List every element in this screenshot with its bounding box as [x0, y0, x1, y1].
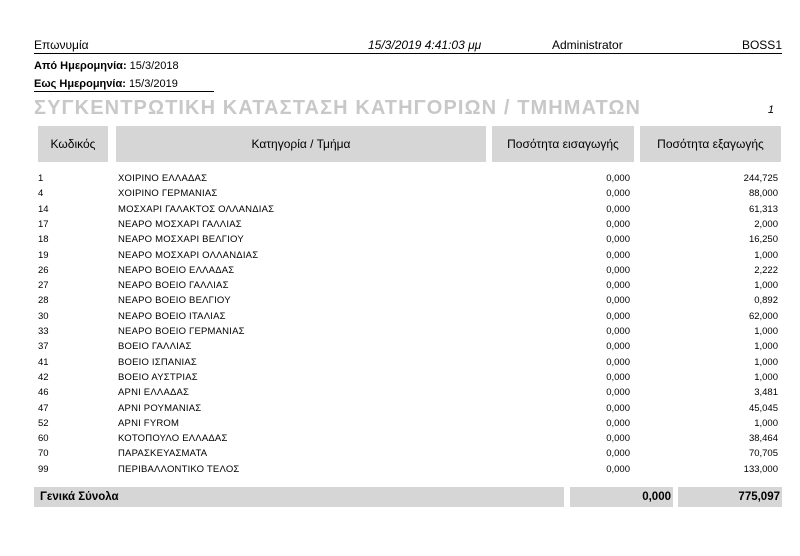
table-row	[38, 186, 780, 201]
row-code: 47	[38, 402, 49, 414]
row-code: 4	[38, 188, 44, 200]
row-qty-out: 45,045	[748, 402, 778, 414]
row-qty-in: 0,000	[606, 371, 630, 383]
table-row	[38, 202, 780, 217]
row-qty-out: 1,000	[754, 371, 778, 383]
row-qty-out: 1,000	[754, 417, 778, 429]
row-category: ΑΡΝΙ FYROM	[118, 417, 180, 429]
row-qty-out: 2,000	[754, 218, 778, 230]
to-date-value: 15/3/2019	[128, 78, 178, 90]
row-code: 60	[38, 433, 49, 445]
range-divider	[34, 91, 214, 92]
totals-qty-out: 775,097	[738, 491, 780, 503]
row-qty-out: 1,000	[754, 280, 778, 292]
totals-qty-out-cell	[678, 487, 782, 507]
table-row	[38, 263, 780, 278]
row-qty-out: 3,481	[754, 387, 778, 399]
table-row	[38, 462, 780, 477]
row-qty-out: 133,000	[743, 463, 778, 475]
row-category: ΝΕΑΡΟ ΜΟΣΧΑΡΙ ΓΑΛΛΙΑΣ	[118, 218, 242, 230]
row-qty-out: 1,000	[754, 356, 778, 368]
to-date-label: Εως Ημερομηνία:	[34, 78, 126, 90]
table-row	[38, 309, 780, 324]
row-code: 27	[38, 280, 49, 292]
row-qty-in: 0,000	[606, 463, 630, 475]
row-qty-out: 244,725	[743, 173, 778, 184]
row-category: ΑΡΝΙ ΡΟΥΜΑΝΙΑΣ	[118, 402, 202, 414]
row-category: ΚΟΤΟΠΟΥΛΟ ΕΛΛΑΔΑΣ	[118, 433, 228, 445]
user-name: Administrator	[552, 38, 623, 52]
column-header-qty-in: Ποσότητα εισαγωγής	[492, 126, 634, 162]
row-code: 41	[38, 356, 49, 368]
row-category: ΝΕΑΡΟ ΒΟΕΙΟ ΕΛΛΑΔΑΣ	[118, 264, 235, 276]
row-category: ΑΡΝΙ ΕΛΛΑΔΑΣ	[118, 387, 190, 399]
table-row	[38, 355, 780, 370]
row-code: 33	[38, 326, 49, 337]
row-code: 37	[38, 341, 49, 353]
table-row	[38, 171, 780, 186]
from-date	[34, 60, 179, 72]
row-qty-in: 0,000	[606, 264, 630, 276]
row-category: ΒΟΕΙΟ ΙΣΠΑΝΙΑΣ	[118, 356, 197, 368]
row-qty-out: 1,000	[754, 326, 778, 337]
row-code: 18	[38, 234, 49, 246]
row-category: ΝΕΑΡΟ ΜΟΣΧΑΡΙ ΟΛΛΑΝΔΙΑΣ	[118, 249, 259, 261]
header-divider	[34, 53, 782, 54]
row-code: 30	[38, 310, 49, 322]
row-qty-in: 0,000	[606, 341, 630, 353]
row-qty-out: 38,464	[748, 433, 778, 445]
row-category: ΒΟΕΙΟ ΑΥΣΤΡΙΑΣ	[118, 371, 198, 383]
table-row	[38, 232, 780, 247]
row-qty-in: 0,000	[606, 310, 630, 322]
row-code: 28	[38, 295, 49, 307]
column-header-qty-out: Ποσότητα εξαγωγής	[640, 126, 781, 162]
table-row	[38, 217, 780, 232]
terminal-name: BOSS1	[741, 38, 782, 52]
row-qty-out: 0,892	[754, 295, 778, 307]
row-category: ΠΕΡΙΒΑΛΛΟΝΤΙΚΟ ΤΕΛΟΣ	[118, 463, 240, 475]
company-label: Επωνυμία	[34, 38, 89, 52]
row-qty-in: 0,000	[606, 402, 630, 414]
totals-qty-in: 0,000	[642, 491, 671, 503]
column-header-code: Κωδικός	[38, 126, 108, 162]
row-qty-in: 0,000	[606, 387, 630, 399]
row-qty-in: 0,000	[606, 173, 630, 184]
table-row	[38, 431, 780, 446]
row-qty-out: 88,000	[748, 188, 778, 200]
row-category: ΧΟΙΡΙΝΟ ΓΕΡΜΑΝΙΑΣ	[118, 188, 218, 200]
row-category: ΒΟΕΙΟ ΓΑΛΛΙΑΣ	[118, 341, 192, 353]
row-category: ΝΕΑΡΟ ΒΟΕΙΟ ΙΤΑΛΙΑΣ	[118, 310, 226, 322]
row-code: 14	[38, 203, 49, 215]
row-code: 52	[38, 417, 49, 429]
row-qty-in: 0,000	[606, 326, 630, 337]
row-code: 99	[38, 463, 49, 475]
report-title: ΣΥΓΚΕΝΤΡΩΤΙΚΗ ΚΑΤΑΣΤΑΣΗ ΚΑΤΗΓΟΡΙΩΝ / ΤΜΗΜΑΤΩΝ	[34, 97, 642, 119]
row-qty-in: 0,000	[606, 249, 630, 261]
row-qty-in: 0,000	[606, 234, 630, 246]
table-row	[38, 446, 780, 461]
row-qty-out: 2,222	[754, 264, 778, 276]
row-qty-out: 70,705	[748, 448, 778, 460]
row-qty-out: 61,313	[748, 203, 778, 215]
row-qty-in: 0,000	[606, 448, 630, 460]
row-qty-out: 1,000	[754, 341, 778, 353]
row-qty-in: 0,000	[606, 203, 630, 215]
table-row	[38, 385, 780, 400]
totals-qty-in-cell	[570, 487, 673, 507]
column-header-category: Κατηγορία / Τμήμα	[116, 126, 486, 162]
table-row	[38, 339, 780, 354]
table-row	[38, 293, 780, 308]
table-row	[38, 370, 780, 385]
row-qty-in: 0,000	[606, 280, 630, 292]
row-code: 17	[38, 218, 49, 230]
row-qty-out: 62,000	[748, 310, 778, 322]
table-row	[38, 324, 780, 339]
totals-label: Γενικά Σύνολα	[40, 491, 119, 503]
row-qty-in: 0,000	[606, 295, 630, 307]
row-category: ΜΟΣΧΑΡΙ ΓΑΛΑΚΤΟΣ ΟΛΛΑΝΔΙΑΣ	[118, 203, 275, 215]
row-qty-in: 0,000	[606, 417, 630, 429]
table-row	[38, 401, 780, 416]
row-qty-in: 0,000	[606, 188, 630, 200]
row-code: 19	[38, 249, 49, 261]
table-row	[38, 248, 780, 263]
row-category: ΧΟΙΡΙΝΟ ΕΛΛΑΔΑΣ	[118, 173, 208, 184]
row-code: 1	[38, 173, 44, 184]
from-date-label: Από Ημερομηνία:	[34, 60, 127, 72]
print-datetime: 15/3/2019 4:41:03 μμ	[368, 38, 482, 52]
from-date-value: 15/3/2018	[129, 60, 179, 72]
row-qty-out: 1,000	[754, 249, 778, 261]
totals-bar	[34, 487, 564, 507]
row-code: 46	[38, 387, 49, 399]
row-qty-in: 0,000	[606, 356, 630, 368]
row-code: 70	[38, 448, 49, 460]
row-qty-out: 16,250	[748, 234, 778, 246]
row-qty-in: 0,000	[606, 218, 630, 230]
page-number: 1	[767, 104, 774, 116]
row-category: ΝΕΑΡΟ ΒΟΕΙΟ ΓΑΛΛΙΑΣ	[118, 280, 229, 292]
row-category: ΠΑΡΑΣΚΕΥΑΣΜΑΤΑ	[118, 448, 208, 460]
to-date	[34, 78, 178, 90]
row-category: ΝΕΑΡΟ ΒΟΕΙΟ ΓΕΡΜΑΝΙΑΣ	[118, 326, 245, 337]
row-code: 42	[38, 371, 49, 383]
table-row	[38, 278, 780, 293]
row-qty-in: 0,000	[606, 433, 630, 445]
row-category: ΝΕΑΡΟ ΜΟΣΧΑΡΙ ΒΕΛΓΙΟΥ	[118, 234, 244, 246]
table-row	[38, 416, 780, 431]
row-code: 26	[38, 264, 49, 276]
row-category: ΝΕΑΡΟ ΒΟΕΙΟ ΒΕΛΓΙΟΥ	[118, 295, 231, 307]
